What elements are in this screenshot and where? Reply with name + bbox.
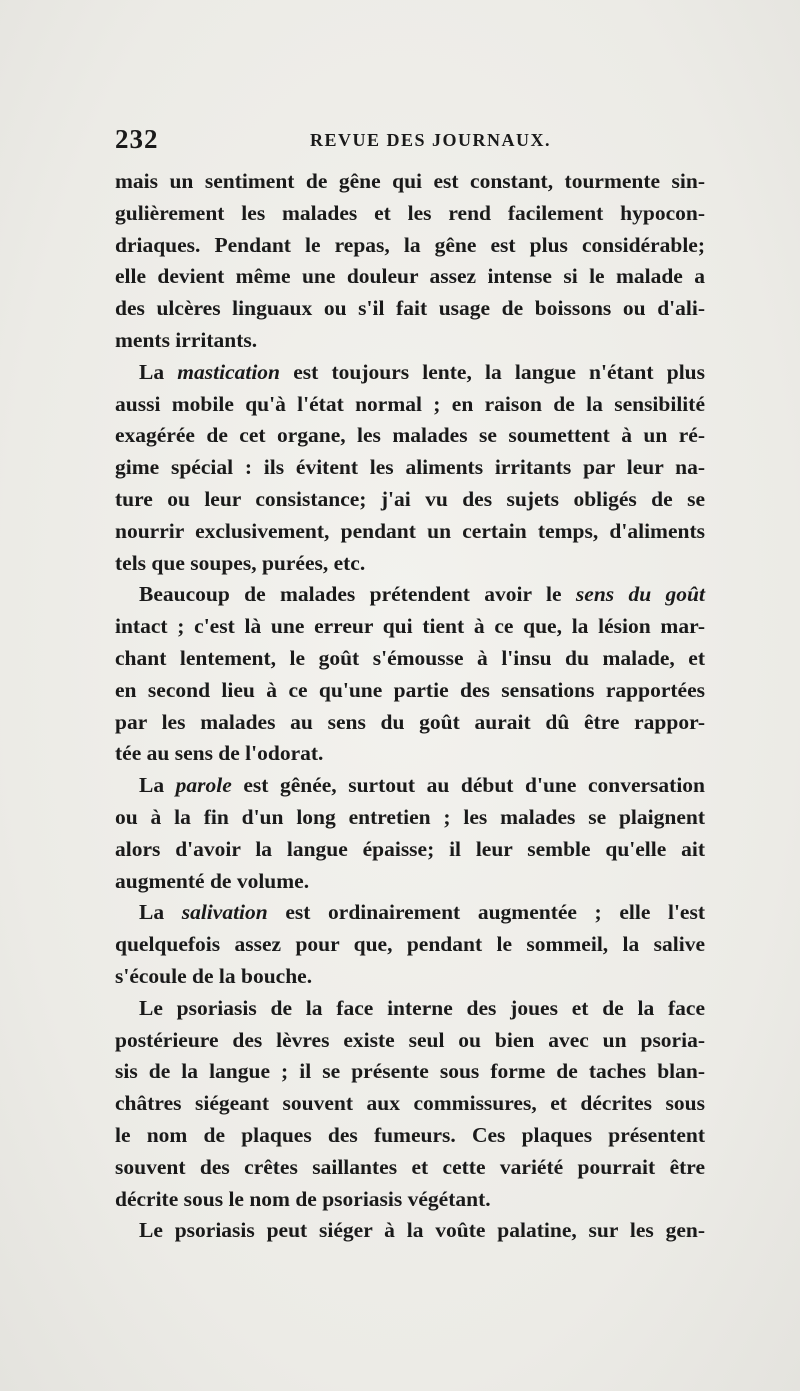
text-line [115, 230, 705, 262]
text-segment: chant lentement, le goût s'émousse à l'insu du malade, et [115, 645, 705, 670]
text-line [115, 897, 705, 929]
text-line [115, 516, 705, 548]
text-segment: des ulcères linguaux ou s'il fait usage de boissons ou d'ali- [115, 296, 705, 321]
text-segment: exagérée de cet organe, les malades se soumettent à un ré- [115, 423, 705, 448]
text-segment: le nom de plaques des fumeurs. Ces plaques présentent [115, 1122, 705, 1147]
paragraph [115, 770, 705, 897]
text-segment: elle devient même une douleur assez intense si le malade a [115, 264, 705, 289]
text-line [115, 993, 705, 1025]
text-line [115, 293, 705, 325]
text-segment: intact ; c'est là une erreur qui tient à ce que, la lésion mar- [115, 614, 705, 639]
text-line [115, 961, 705, 993]
text-line [115, 420, 705, 452]
text-line [115, 166, 705, 198]
text-segment: nourrir exclusivement, pendant un certain temps, d'aliments [115, 518, 705, 543]
paragraph [115, 1215, 705, 1247]
text-line [115, 1184, 705, 1216]
text-line [115, 611, 705, 643]
paragraph [115, 166, 705, 357]
text-line [115, 1088, 705, 1120]
text-line [115, 802, 705, 834]
text-line [115, 389, 705, 421]
text-line [115, 579, 705, 611]
text-line [115, 452, 705, 484]
text-line [115, 707, 705, 739]
text-segment: postérieure des lèvres existe seul ou bien avec un psoria- [115, 1027, 705, 1052]
body-text [115, 166, 705, 1247]
text-line [115, 261, 705, 293]
text-segment: souvent des crêtes saillantes et cette variété pourrait être [115, 1154, 705, 1179]
text-segment: décrite sous le nom de psoriasis végétant. [115, 1186, 491, 1211]
text-segment: Beaucoup de malades prétendent avoir le [139, 582, 576, 607]
text-segment: est toujours lente, la langue n'étant plus [280, 359, 705, 384]
text-segment: quelquefois assez pour que, pendant le sommeil, la salive [115, 932, 705, 957]
text-segment: est gênée, surtout au début d'une conversation [231, 773, 705, 798]
text-segment: La [139, 773, 176, 798]
text-line [115, 643, 705, 675]
text-line [115, 675, 705, 707]
text-segment: ture ou leur consistance; j'ai vu des sujets obligés de se [115, 486, 705, 511]
text-line [115, 834, 705, 866]
paragraph [115, 579, 705, 770]
text-segment: par les malades au sens du goût aurait dû être rappor- [115, 709, 705, 734]
text-segment: Le psoriasis peut siéger à la voûte palatine, sur les gen- [139, 1218, 705, 1243]
text-segment: gime spécial : ils évitent les aliments irritants par leur na- [115, 455, 705, 480]
text-segment: est ordinairement augmentée ; elle l'est [267, 900, 706, 925]
italic-term: parole [175, 773, 232, 798]
text-segment: driaques. Pendant le repas, la gêne est plus considérable; [115, 232, 705, 257]
text-line [115, 1152, 705, 1184]
text-segment: La [139, 900, 182, 925]
italic-term: sens du goût [575, 582, 705, 607]
text-segment: aussi mobile qu'à l'état normal ; en raison de la sensibilité [115, 391, 705, 416]
text-line [115, 357, 705, 389]
text-segment: ments irritants. [115, 327, 258, 352]
text-segment: tels que soupes, purées, etc. [115, 550, 366, 575]
text-segment: Le psoriasis de la face interne des joues et de la face [139, 995, 705, 1020]
text-segment: augmenté de volume. [115, 868, 310, 893]
running-title: REVUE DES JOURNAUX. [310, 130, 552, 150]
text-segment: La [139, 359, 178, 384]
paragraph [115, 897, 705, 992]
text-line [115, 325, 705, 357]
paragraph [115, 993, 705, 1216]
text-line [115, 548, 705, 580]
text-segment: châtres siégeant souvent aux commissures, et décrites sous [115, 1091, 705, 1116]
text-line [115, 929, 705, 961]
text-line [115, 1120, 705, 1152]
text-line [115, 198, 705, 230]
text-segment: ou à la fin d'un long entretien ; les malades se plaignent [115, 804, 705, 829]
italic-term: salivation [181, 900, 268, 925]
text-segment: gulièrement les malades et les rend facilement hypocon- [115, 200, 705, 225]
text-line [115, 1215, 705, 1247]
text-line [115, 484, 705, 516]
text-line [115, 738, 705, 770]
text-segment: s'écoule de la bouche. [115, 963, 313, 988]
text-line [115, 770, 705, 802]
italic-term: mastication [177, 359, 281, 384]
page-header [115, 124, 705, 154]
text-line [115, 1025, 705, 1057]
page-number: 232 [115, 124, 159, 154]
text-segment: alors d'avoir la langue épaisse; il leur semble qu'elle ait [115, 836, 705, 861]
text-line [115, 1056, 705, 1088]
text-line [115, 866, 705, 898]
text-segment: mais un sentiment de gêne qui est constant, tourmente sin- [115, 169, 705, 193]
text-segment: sis de la langue ; il se présente sous forme de taches blan- [115, 1059, 705, 1084]
text-segment: en second lieu à ce qu'une partie des sensations rapportées [115, 677, 705, 702]
paragraph [115, 357, 705, 580]
text-segment: tée au sens de l'odorat. [115, 741, 324, 766]
